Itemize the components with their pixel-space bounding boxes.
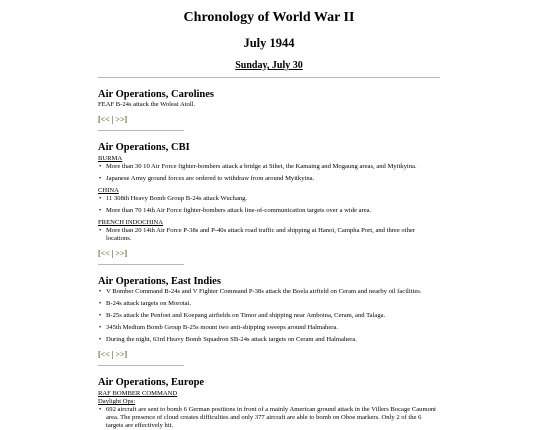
list-item: • 345th Medium Bomb Group B-25s mount two anti-shipping sweeps around Halmahera. xyxy=(98,324,440,332)
list-item: • More than 70 14th Air Force fighter-bombers attack line-of-communication targets over a wide area. xyxy=(98,207,440,215)
section-nav xyxy=(98,249,440,258)
list-item: • B-24s attack targets on Morotai. xyxy=(98,300,440,308)
subheading-raf-bomber-command: RAF BOMBER COMMAND xyxy=(98,390,178,397)
list-item: • 11 308th Heavy Bomb Group B-24s attack Wuchang. xyxy=(98,195,440,203)
section-divider xyxy=(98,264,184,265)
list-item: • During the night, 63rd Heavy Bomb Squadron SB-24s attack targets on Ceram and Halmahera. xyxy=(98,336,440,344)
section-title: Air Operations, CBI xyxy=(98,142,190,153)
list-item: • More than 20 14th Air Force P-38s and P-40s attack road traffic and shipping at Hanoi, Campha Port, and three other locations. xyxy=(98,227,440,243)
subheading-burma: BURMA xyxy=(98,155,123,162)
burma-list xyxy=(98,163,440,183)
section-carolines xyxy=(98,89,440,131)
next-link[interactable]: >>] xyxy=(115,115,128,124)
china-list xyxy=(98,195,440,215)
subheading-daylight-ops: Daylight Ops: xyxy=(98,398,136,405)
section-title: Air Operations, Europe xyxy=(98,377,205,388)
section-divider xyxy=(98,365,184,366)
next-link[interactable]: >>] xyxy=(115,249,128,258)
chronology-page xyxy=(0,10,440,430)
east-indies-list xyxy=(98,288,440,344)
section-europe xyxy=(98,377,440,430)
subheading-french-indochina: FRENCH INDOCHINA xyxy=(98,219,164,226)
list-item: • More than 30 10 Air Force fighter-bombers attack a bridge at Sihet, the Kamaing and Mogaung areas, and Myitkyina. xyxy=(98,163,440,171)
nav-separator: | xyxy=(111,350,114,359)
list-item: • V Bomber Command B-24s and V Fighter Command P-38s attack the Boela airfield on Ceram and nearby oil facilities. xyxy=(98,288,440,296)
section-title: Air Operations, East Indies xyxy=(98,276,221,287)
section-east-indies xyxy=(98,276,440,366)
section-nav xyxy=(98,115,440,124)
section-divider xyxy=(98,130,184,131)
list-item: • Japanese Army ground forces are ordered to withdraw from around Myitkyina. xyxy=(98,175,440,183)
section-cbi xyxy=(98,142,440,265)
section-text: FEAF B-24s attack the Woleai Atoll. xyxy=(98,101,196,108)
list-item: • B-25s attack the Penfoei and Koepang airfields on Timor and shipping near Amboina, Ceram, and Talaga. xyxy=(98,312,440,320)
section-title: Air Operations, Carolines xyxy=(98,89,214,100)
prev-link[interactable]: [<< xyxy=(98,249,110,258)
section-nav xyxy=(98,350,440,359)
list-item: • 692 aircraft are sent to bomb 6 German positions in front of a mainly American ground attack in the Villers Bocage Caumont area. The presence of cloud creates difficulties and only 377 aircraft are able to bomb on Oboe markers. Only 2 of the 6 targets are effectively hit. xyxy=(98,406,440,430)
header-divider xyxy=(98,77,440,78)
prev-link[interactable]: [<< xyxy=(98,350,110,359)
indochina-list xyxy=(98,227,440,243)
europe-list xyxy=(98,406,440,430)
prev-link[interactable]: [<< xyxy=(98,115,110,124)
month-heading: July 1944 xyxy=(243,36,295,50)
nav-separator: | xyxy=(111,115,114,124)
subheading-china: CHINA xyxy=(98,187,119,194)
nav-separator: | xyxy=(111,249,114,258)
page-title: Chronology of World War II xyxy=(183,10,355,25)
next-link[interactable]: >>] xyxy=(115,350,128,359)
date-heading: Sunday, July 30 xyxy=(235,60,303,71)
